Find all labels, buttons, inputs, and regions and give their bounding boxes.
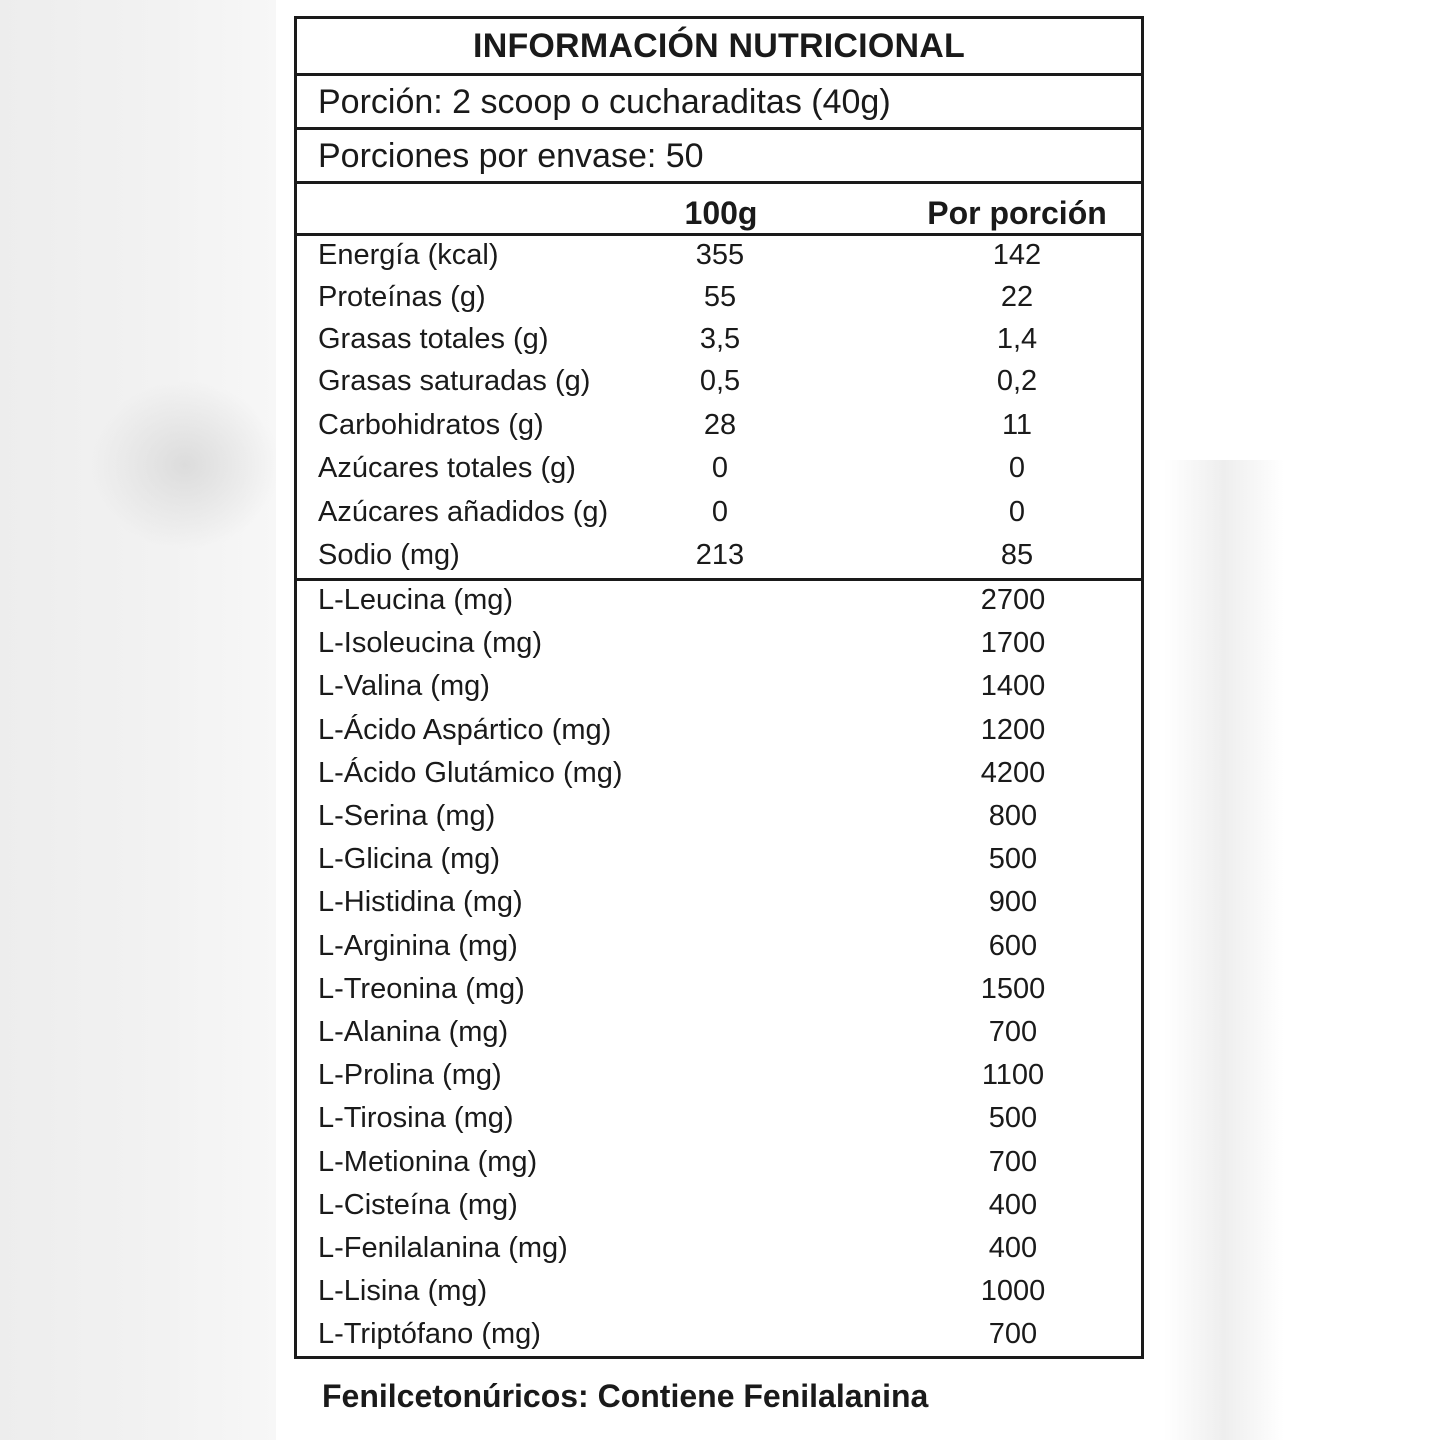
aminoacid-name: L-Serina (mg) <box>318 800 496 832</box>
aminoacid-name: L-Tirosina (mg) <box>318 1102 514 1134</box>
nutrient-name: Energía (kcal) <box>318 239 499 271</box>
nutrient-name: Proteínas (g) <box>318 281 486 313</box>
value-per-100g: 213 <box>695 539 745 571</box>
table-row <box>297 323 1141 363</box>
nutrient-name: Sodio (mg) <box>318 539 460 571</box>
table-row <box>297 365 1141 405</box>
value-per-portion: 800 <box>988 800 1038 832</box>
aminoacid-name: L-Prolina (mg) <box>318 1059 502 1091</box>
aminoacid-name: L-Ácido Glutámico (mg) <box>318 757 623 789</box>
aminoacid-name: L-Triptófano (mg) <box>318 1318 541 1350</box>
divider <box>297 233 1141 236</box>
aminoacid-name: L-Lisina (mg) <box>318 1275 488 1307</box>
aminoacid-name: L-Histidina (mg) <box>318 886 523 918</box>
divider <box>297 73 1141 76</box>
table-row <box>297 670 1141 710</box>
servings-per-container: Porciones por envase: 50 <box>318 137 704 175</box>
nutrition-title: INFORMACIÓN NUTRICIONAL <box>473 27 965 65</box>
aminoacid-name: L-Valina (mg) <box>318 670 490 702</box>
value-per-portion: 2700 <box>980 584 1046 616</box>
nutrient-name: Azúcares añadidos (g) <box>318 496 609 528</box>
table-row <box>297 584 1141 624</box>
table-row <box>297 409 1141 449</box>
table-row <box>297 539 1141 579</box>
value-per-portion: 500 <box>988 1102 1038 1134</box>
value-per-portion: 700 <box>988 1146 1038 1178</box>
value-per-portion: 4200 <box>980 757 1046 789</box>
value-per-portion: 400 <box>988 1189 1038 1221</box>
column-header-per-portion: Por porción <box>927 195 1107 231</box>
table-row <box>297 1146 1141 1186</box>
nutrient-name: Azúcares totales (g) <box>318 452 576 484</box>
table-row <box>297 1059 1141 1099</box>
aminoacid-name: L-Isoleucina (mg) <box>318 627 543 659</box>
value-per-portion: 11 <box>1001 409 1033 441</box>
divider <box>297 181 1141 184</box>
phenylketonuric-warning: Fenilcetonúricos: Contiene Fenilalanina <box>322 1378 929 1414</box>
value-per-100g: 0 <box>711 452 729 484</box>
value-per-portion: 700 <box>988 1016 1038 1048</box>
aminoacid-name: L-Glicina (mg) <box>318 843 501 875</box>
table-row <box>297 757 1141 797</box>
table-row <box>297 1318 1141 1358</box>
table-row <box>297 239 1141 279</box>
table-row <box>297 1232 1141 1272</box>
table-row <box>297 930 1141 970</box>
value-per-100g: 0,5 <box>699 365 741 397</box>
nutrient-name: Carbohidratos (g) <box>318 409 544 441</box>
aminoacid-name: L-Cisteína (mg) <box>318 1189 518 1221</box>
table-row <box>297 1189 1141 1229</box>
aminoacid-name: L-Metionina (mg) <box>318 1146 538 1178</box>
background-right <box>1144 0 1440 1440</box>
table-row <box>297 627 1141 667</box>
table-row <box>297 281 1141 321</box>
value-per-portion: 85 <box>1000 539 1034 571</box>
table-row <box>297 886 1141 926</box>
value-per-portion: 0 <box>1008 496 1026 528</box>
table-row <box>297 452 1141 492</box>
value-per-portion: 1700 <box>980 627 1046 659</box>
aminoacid-name: L-Fenilalanina (mg) <box>318 1232 568 1264</box>
portion-size: Porción: 2 scoop o cucharaditas (40g) <box>318 83 891 121</box>
value-per-portion: 500 <box>988 843 1038 875</box>
value-per-portion: 142 <box>992 239 1042 271</box>
value-per-portion: 700 <box>988 1318 1038 1350</box>
table-row <box>297 1102 1141 1142</box>
value-per-portion: 1000 <box>980 1275 1046 1307</box>
value-per-100g: 55 <box>703 281 737 313</box>
table-row <box>297 1016 1141 1056</box>
value-per-portion: 0 <box>1008 452 1026 484</box>
column-header-100g: 100g <box>684 195 758 231</box>
divider <box>297 127 1141 130</box>
value-per-portion: 1200 <box>980 714 1046 746</box>
value-per-portion: 1100 <box>981 1059 1045 1091</box>
table-row <box>297 973 1141 1013</box>
value-per-portion: 400 <box>988 1232 1038 1264</box>
table-row <box>297 800 1141 840</box>
aminoacid-name: L-Arginina (mg) <box>318 930 518 962</box>
table-row <box>297 496 1141 536</box>
value-per-100g: 3,5 <box>699 323 741 355</box>
value-per-100g: 355 <box>695 239 745 271</box>
background-shade <box>1164 460 1284 1440</box>
nutrient-name: Grasas saturadas (g) <box>318 365 591 397</box>
aminoacid-name: L-Alanina (mg) <box>318 1016 509 1048</box>
value-per-portion: 600 <box>988 930 1038 962</box>
value-per-portion: 1500 <box>980 973 1046 1005</box>
table-row <box>297 1275 1141 1315</box>
table-row <box>297 714 1141 754</box>
value-per-portion: 22 <box>1000 281 1034 313</box>
nutrition-table <box>294 16 1144 1359</box>
background-left <box>0 0 276 1440</box>
value-per-portion: 1,4 <box>996 323 1038 355</box>
background-blur <box>90 380 280 550</box>
value-per-100g: 28 <box>703 409 737 441</box>
nutrient-name: Grasas totales (g) <box>318 323 549 355</box>
aminoacid-name: L-Treonina (mg) <box>318 973 525 1005</box>
divider <box>297 578 1141 581</box>
aminoacid-name: L-Leucina (mg) <box>318 584 514 616</box>
value-per-portion: 0,2 <box>996 365 1038 397</box>
value-per-portion: 900 <box>988 886 1038 918</box>
value-per-portion: 1400 <box>980 670 1046 702</box>
value-per-100g: 0 <box>711 496 729 528</box>
table-row <box>297 843 1141 883</box>
aminoacid-name: L-Ácido Aspártico (mg) <box>318 714 612 746</box>
